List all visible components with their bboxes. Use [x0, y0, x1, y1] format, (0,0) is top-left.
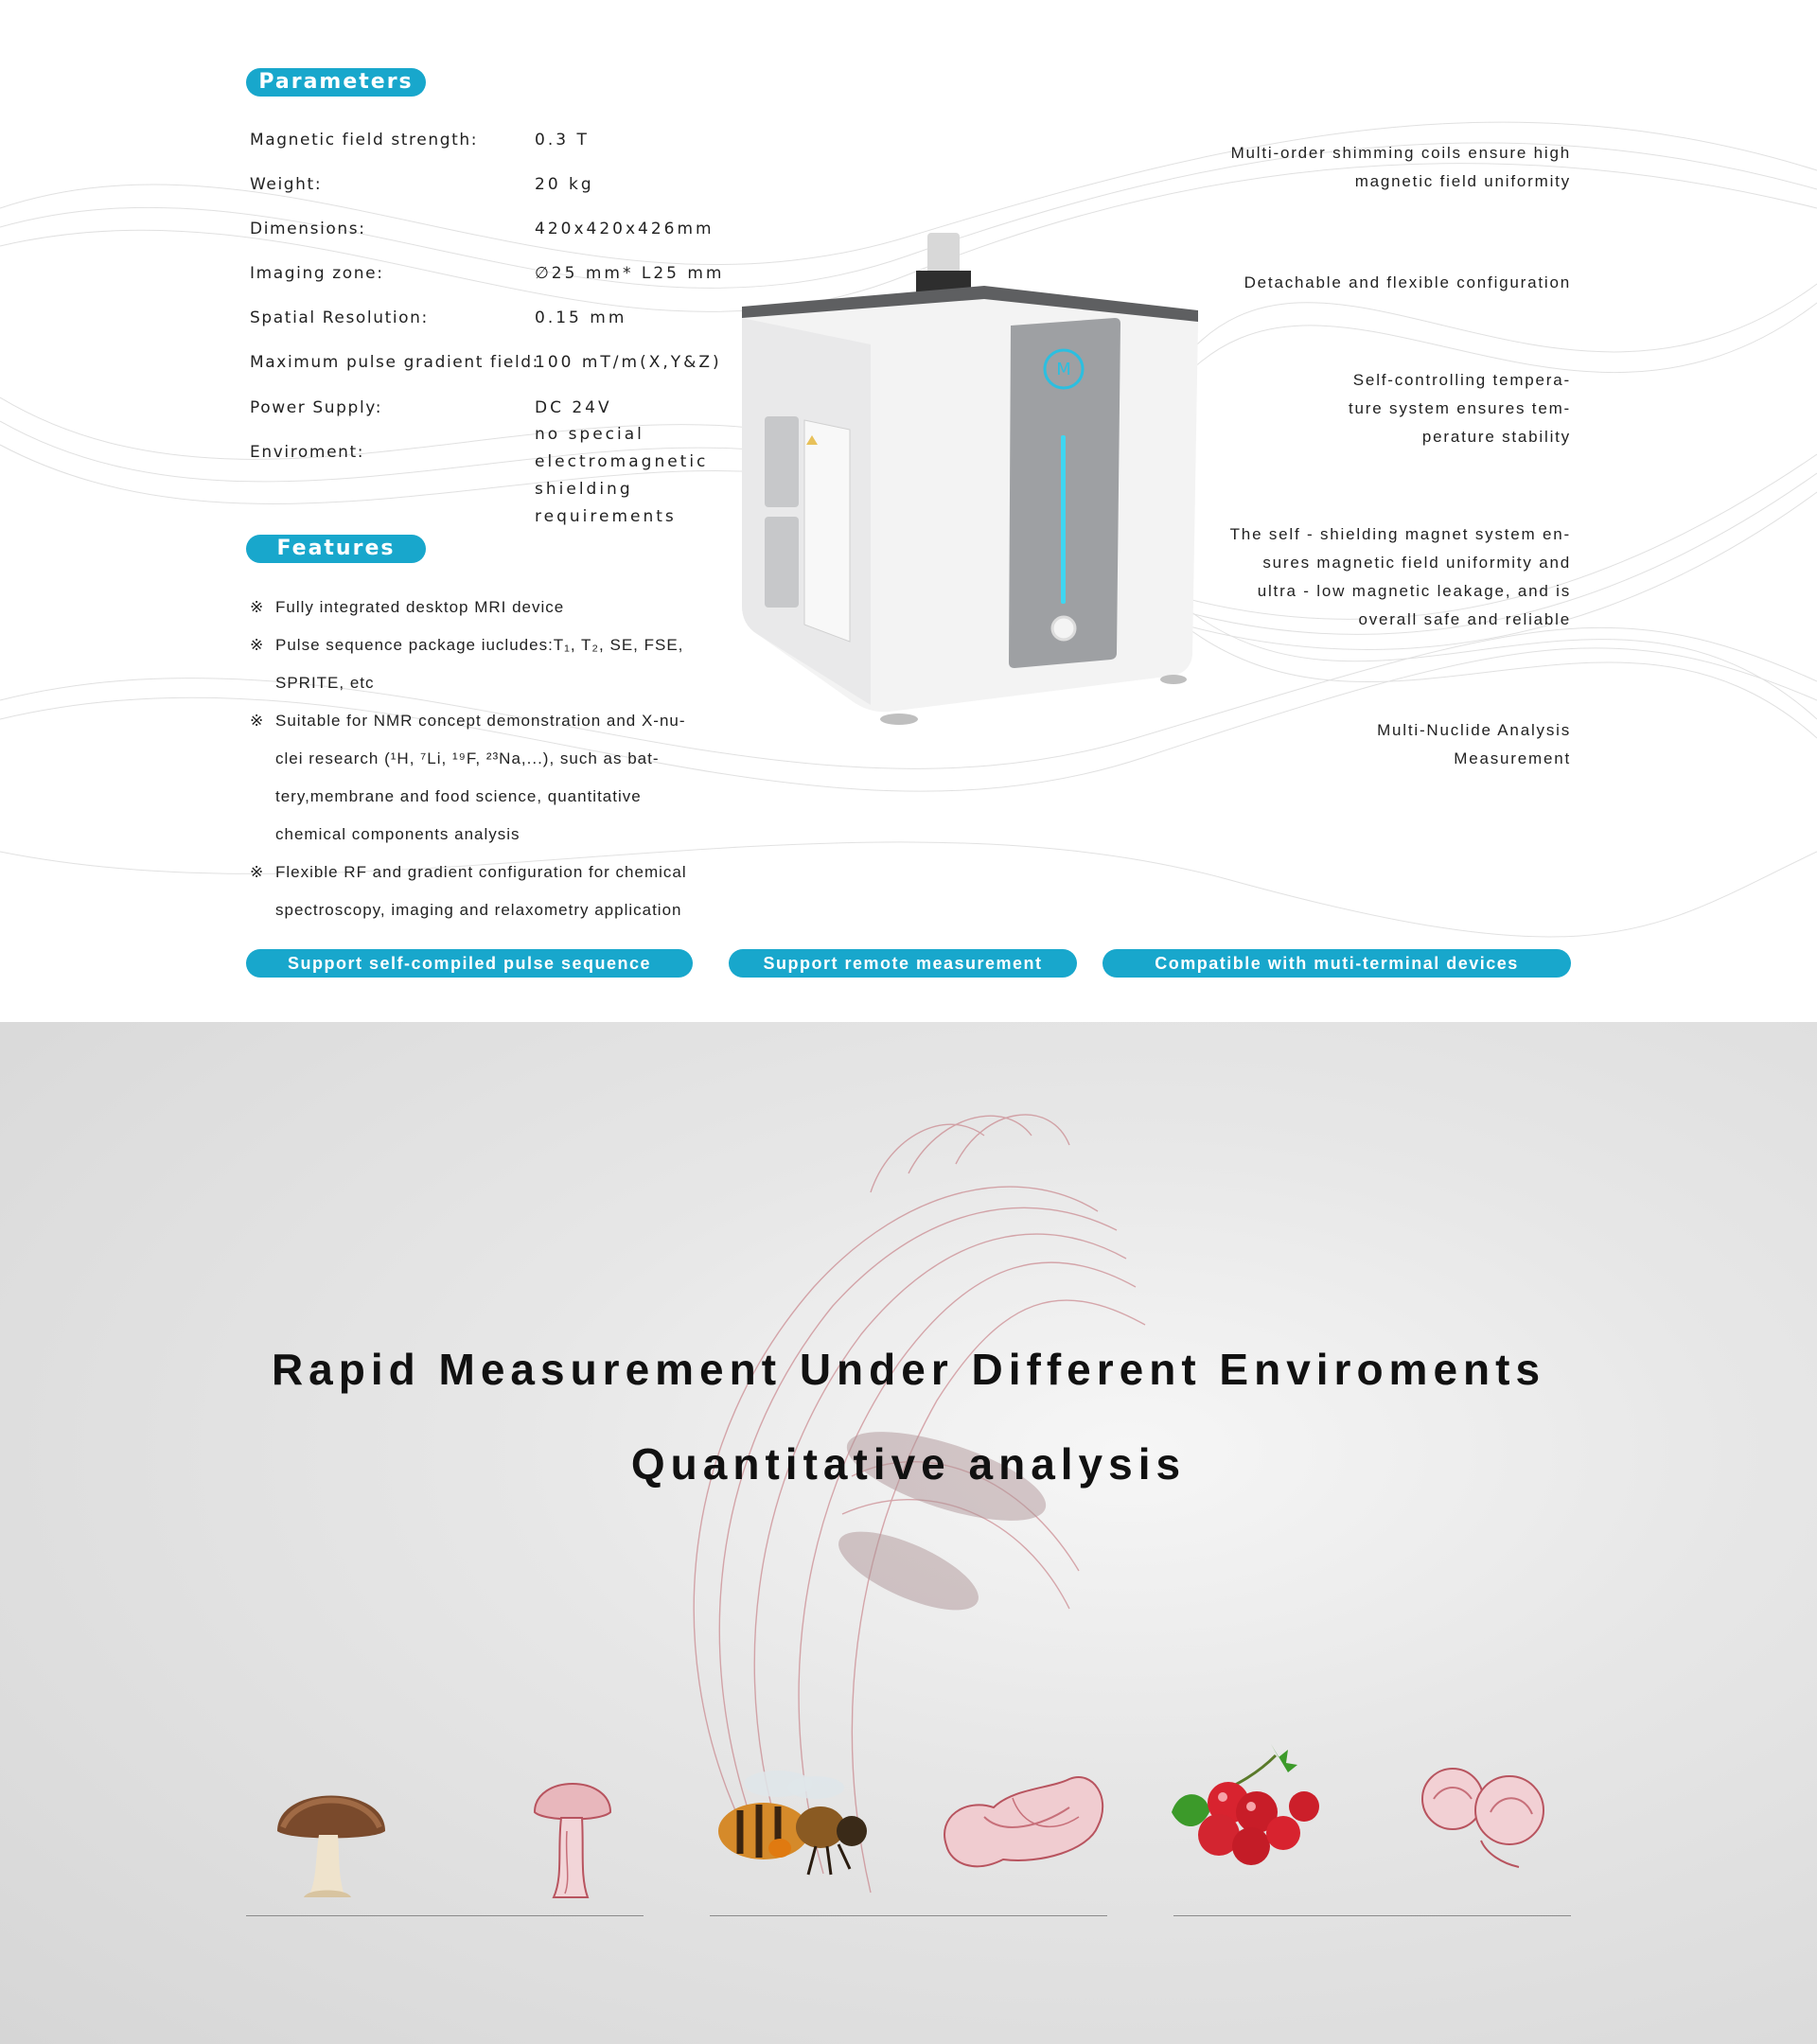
parameter-label: Power Supply: [250, 398, 383, 417]
parameter-value: 0.15 mm [535, 308, 627, 327]
feature-bullet-icon: ※ [250, 598, 265, 616]
pill-self-compiled-pulse-sequence: Support self-compiled pulse sequence [246, 949, 693, 978]
feature-callout-line: Multi-order shimming coils ensure high [1230, 144, 1571, 162]
environment-value-line: shielding [535, 480, 633, 499]
parameter-label: Enviroment: [250, 443, 365, 462]
applications-section [0, 1022, 1817, 2044]
parameter-value: 0.3 T [535, 131, 590, 150]
feature-callout-line: magnetic field uniformity [1354, 172, 1571, 190]
feature-text-line: spectroscopy, imaging and relaxometry application [275, 901, 682, 919]
sample-divider-3 [1173, 1915, 1571, 1916]
feature-callout-line: ture system ensures tem- [1349, 399, 1571, 417]
feature-text-line: Suitable for NMR concept demonstration and X-nu- [275, 712, 686, 730]
parameter-value: 420x420x426mm [535, 220, 714, 238]
parameter-label: Weight: [250, 175, 323, 194]
parameter-value: DC 24V [535, 398, 612, 417]
mushroom-mri-scan [525, 1765, 620, 1907]
feature-bullet-icon: ※ [250, 636, 265, 654]
parameter-value: 100 mT/m(X,Y&Z) [535, 353, 722, 372]
mri-device-image [729, 227, 1202, 757]
feature-callout-line: The self - shielding magnet system en- [1229, 525, 1571, 543]
svg-text:M: M [1056, 360, 1071, 379]
features-header: Features [246, 535, 426, 563]
feature-callout [1244, 269, 1571, 297]
feature-text [275, 854, 749, 929]
feature-callout-line: Multi-Nuclide Analysis [1377, 721, 1571, 739]
feature-text-line: Fully integrated desktop MRI device [275, 598, 565, 616]
sample-divider-2 [710, 1915, 1107, 1916]
feature-callout [1231, 139, 1571, 196]
feature-callout-line: ultra - low magnetic leakage, and is [1257, 582, 1571, 600]
headline-rapid-measurement: Rapid Measurement Under Different Enviroments [271, 1345, 1546, 1394]
feature-callout [1230, 520, 1571, 634]
feature-callout-line: perature stability [1421, 428, 1571, 446]
feature-callout-line: Detachable and flexible configuration [1244, 273, 1571, 291]
environment-value-line: no special [535, 425, 644, 444]
parameter-label: Magnetic field strength: [250, 131, 479, 150]
parameters-header: Parameters [246, 68, 426, 97]
feature-text-line: Pulse sequence package iucludes:T₁, T₂, SE, FSE, [275, 636, 684, 654]
environment-value [535, 421, 708, 531]
feature-text-line: clei research (¹H, ⁷Li, ¹⁹F, ²³Na,...), such as bat- [275, 749, 660, 767]
background-mri-scan-art [625, 1079, 1192, 2025]
pill-remote-measurement: Support remote measurement [729, 949, 1077, 978]
environment-value-line: electromagnetic [535, 452, 709, 471]
mushroom-photo [270, 1765, 393, 1907]
feature-text-line: SPRITE, etc [275, 674, 375, 692]
bee-photo [712, 1765, 882, 1878]
pill-multi-terminal-compatibility: Compatible with muti-terminal devices [1103, 949, 1571, 978]
feature-callout-line: overall safe and reliable [1358, 610, 1571, 628]
parameter-label: Imaging zone: [250, 264, 384, 283]
feature-text [275, 626, 749, 702]
feature-callout [1377, 716, 1571, 773]
bee-mri-scan [927, 1760, 1117, 1883]
parameter-label: Dimensions: [250, 220, 366, 238]
sample-divider-1 [246, 1915, 644, 1916]
feature-callout-line: sures magnetic field uniformity and [1262, 554, 1571, 572]
headline-quantitative-analysis: Quantitative analysis [630, 1439, 1187, 1489]
parameter-value: 20 kg [535, 175, 594, 194]
parameter-value: ∅25 mm* L25 mm [535, 264, 725, 283]
feature-callout [1349, 366, 1571, 451]
feature-callout-line: Measurement [1454, 749, 1571, 767]
feature-text-line: chemical components analysis [275, 825, 520, 843]
feature-text-line: Flexible RF and gradient configuration for chemical [275, 863, 687, 881]
feature-bullet-icon: ※ [250, 863, 265, 881]
berries-photo [1162, 1736, 1332, 1878]
feature-text-line: tery,membrane and food science, quantitative [275, 787, 642, 805]
feature-bullet-icon: ※ [250, 712, 265, 730]
berry-mri-scan [1415, 1755, 1557, 1878]
parameter-label: Maximum pulse gradient field: [250, 353, 539, 372]
feature-text [275, 589, 749, 626]
feature-text [275, 702, 749, 854]
feature-callout-line: Self-controlling tempera- [1352, 371, 1571, 389]
parameter-label: Spatial Resolution: [250, 308, 429, 327]
environment-value-line: requirements [535, 507, 677, 526]
